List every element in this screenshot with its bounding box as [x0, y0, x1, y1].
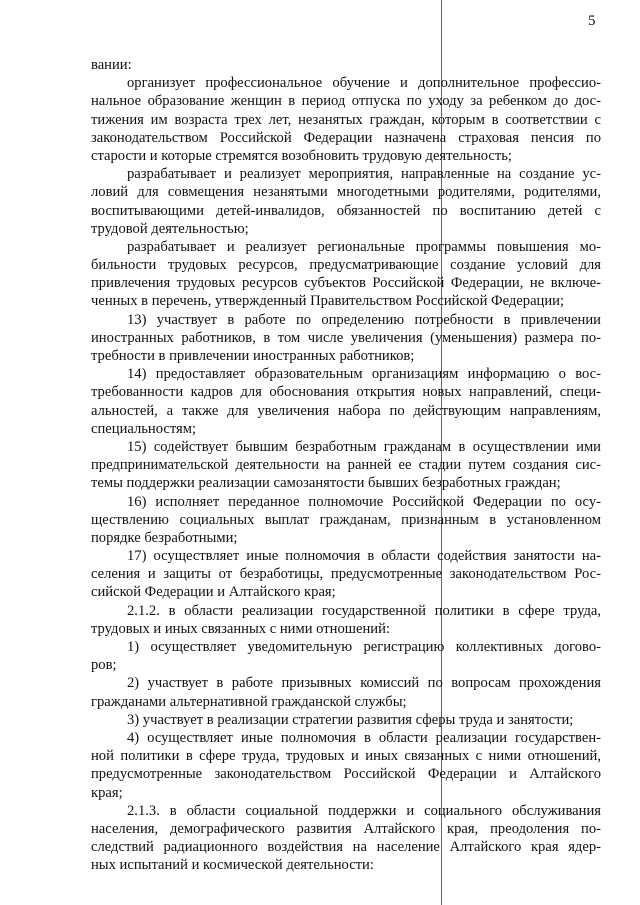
text-line: законодательством Российской Федерации назначена страховая пенсия по	[91, 129, 601, 146]
text-line: нальное образование женщин в период отпуска по уходу за ребенком до дос-	[91, 93, 601, 110]
page-number: 5	[588, 13, 596, 29]
text-line: старости и которые стремятся возобновить трудовую деятельность;	[91, 147, 512, 164]
text-line: ров;	[91, 657, 117, 674]
text-line: сийской Федерации и Алтайского края;	[91, 584, 336, 601]
text-line: 2) участвует в работе призывных комиссий по вопросам прохождения	[127, 675, 601, 692]
text-line: специальностям;	[91, 420, 197, 437]
text-line: бильности трудовых ресурсов, предусматривающие создание условий для	[91, 257, 601, 274]
text-line: 3) участвует в реализации стратегии развития сферы труда и занятости;	[127, 711, 574, 728]
text-line: предусмотренные законодательством Российской Федерации и Алтайского	[91, 766, 601, 783]
text-line: разрабатывает и реализует мероприятия, направленные на создание ус-	[127, 166, 601, 183]
text-line: порядке безработными;	[91, 529, 238, 546]
text-line: 17) осуществляет иные полномочия в области содействия занятости на-	[127, 548, 601, 565]
text-line: привлечения трудовых ресурсов субъектов Российской Федерации, не включе-	[91, 275, 601, 292]
text-line: ловий для совмещения незанятыми многодетными родителями, родителями,	[91, 184, 601, 201]
text-line: тижения им возраста трех лет, незанятых граждан, которым в соответствии с	[91, 111, 601, 128]
text-line: 13) участвует в работе по определению потребности в привлечении	[127, 311, 601, 328]
text-line: 4) осуществляет иные полномочия в области реализации государствен-	[127, 729, 601, 746]
text-line: ществлению социальных выплат гражданам, признанным в установленном	[91, 511, 601, 528]
text-line: воспитывающими детей-инвалидов, обязанностей по воспитанию детей с	[91, 202, 601, 219]
text-line: населения, демографического развития Алтайского края, преодоления по-	[91, 820, 601, 837]
text-line: организует профессиональное обучение и дополнительное профессио-	[127, 75, 601, 92]
text-line: разрабатывает и реализует региональные программы повышения мо-	[127, 238, 601, 255]
text-line: вании:	[91, 57, 132, 73]
text-line: ных испытаний и космической деятельности:	[91, 857, 374, 874]
text-line: требности в привлечении иностранных работников;	[91, 348, 415, 364]
document-body	[91, 56, 601, 874]
text-line: предпринимательской деятельности на ранней ее стадии путем создания сис-	[91, 457, 601, 474]
text-line: следствий радиационного воздействия на население Алтайского края ядер-	[91, 839, 601, 856]
text-line: селения и защиты от безработицы, предусмотренные законодательством Рос-	[91, 566, 601, 583]
text-line: 1) осуществляет уведомительную регистрацию коллективных догово-	[127, 639, 601, 655]
text-line: 2.1.2. в области реализации государственной политики в сфере труда,	[127, 602, 601, 619]
text-line: 16) исполняет переданное полномочие Российской Федерации по осу-	[127, 493, 601, 510]
text-line: 2.1.3. в области социальной поддержки и социального обслуживания	[127, 802, 601, 819]
text-line: 15) содействует бывшим безработным гражданам в осуществлении ими	[127, 438, 601, 455]
text-line: альностей, а также для увеличения набора по действующим направлениям,	[91, 402, 601, 419]
text-line: края;	[91, 784, 123, 801]
text-line: ной политики в сфере труда, трудовых и иных связанных с ними отношений,	[91, 748, 601, 765]
text-line: темы поддержки реализации самозанятости бывших безработных граждан;	[91, 475, 561, 492]
text-line: требованности кадров для обоснования открытия новых направлений, специ-	[91, 384, 601, 401]
text-line: гражданами альтернативной гражданской службы;	[91, 693, 407, 710]
text-line: 14) предоставляет образовательным организациям информацию о вос-	[127, 366, 601, 383]
text-line: иностранных работников, в том числе увеличения (уменьшения) размера по-	[91, 329, 601, 346]
text-line: ченных в перечень, утвержденный Правительством Российской Федерации;	[91, 293, 565, 310]
text-line: трудовых и иных связанных с ними отношений:	[91, 620, 390, 637]
text-line: трудовой деятельностью;	[91, 220, 249, 237]
